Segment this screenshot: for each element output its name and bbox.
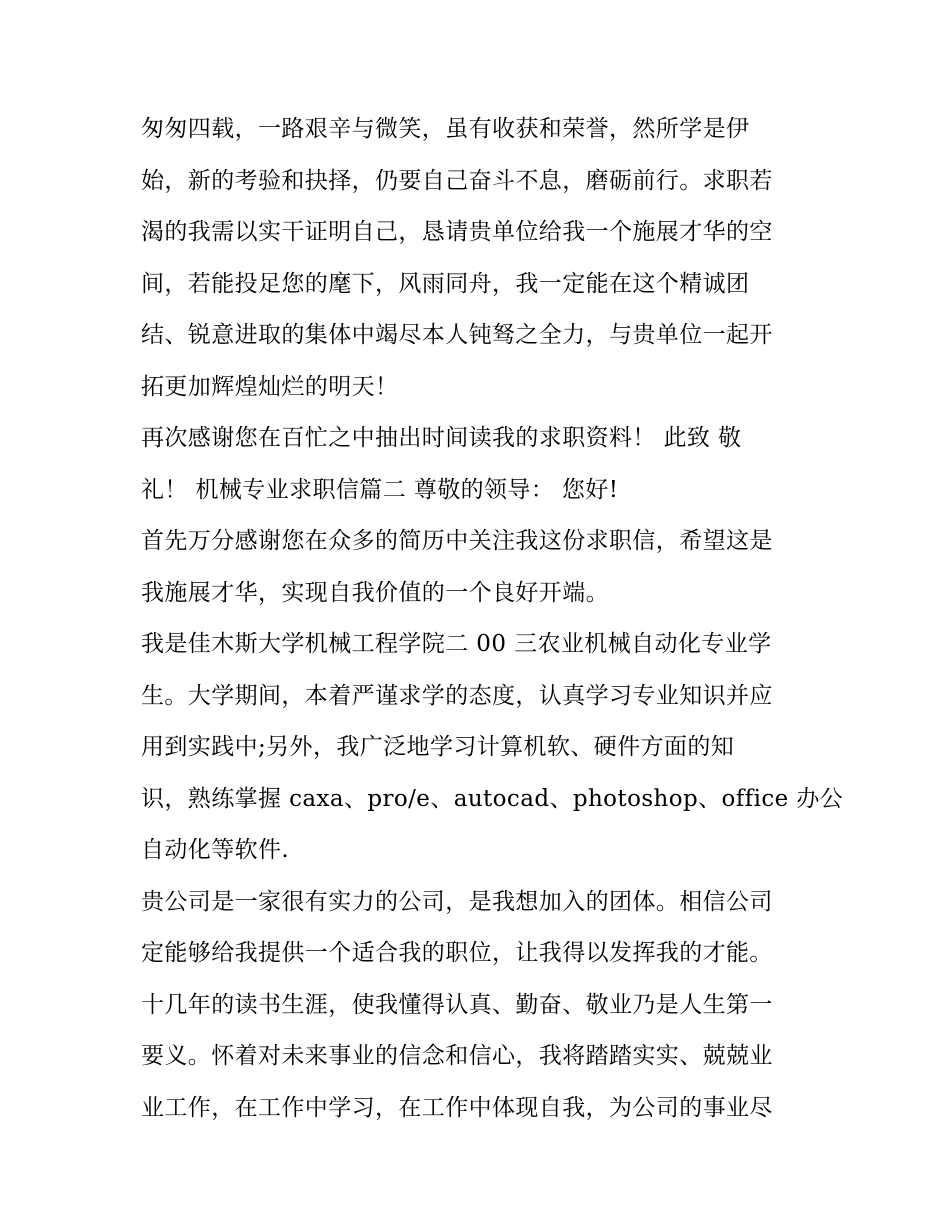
text-line: 用到实践中;另外，我广泛地学习计算机软、硬件方面的知 bbox=[141, 734, 735, 760]
text-line: 间，若能投足您的麾下，风雨同舟，我一定能在这个精诚团 bbox=[141, 270, 750, 297]
text-line: 渴的我需以实干证明自己，恳请贵单位给我一个施展才华的空 bbox=[141, 219, 773, 245]
text-line: 匆匆四载，一路艰辛与微笑，虽有收获和荣誉，然所学是伊 bbox=[141, 116, 750, 142]
text-line: 再次感谢您在百忙之中抽出时间读我的求职资料！ 此致 敬 bbox=[141, 425, 742, 451]
text-line: 始，新的考验和抉择，仍要自己奋斗不息，磨砺前行。求职若 bbox=[141, 167, 773, 194]
text-line: 自动化等软件. bbox=[141, 837, 290, 863]
text-line: 定能够给我提供一个适合我的职位，让我得以发挥我的才能。 bbox=[141, 940, 773, 966]
text-line: 首先万分感谢您在众多的简历中关注我这份求职信，希望这是 bbox=[141, 528, 773, 554]
text-line: 识，熟练掌握 caxa、pro/e、autocad、photoshop、office 办公 bbox=[141, 785, 844, 812]
text-line: 要义。怀着对未来事业的信念和信心，我将踏踏实实、兢兢业 bbox=[141, 1043, 773, 1069]
text-line: 结、锐意进取的集体中竭尽本人钝驽之全力，与贵单位一起开 bbox=[141, 322, 773, 348]
letter-body bbox=[141, 104, 844, 1134]
text-line: 贵公司是一家很有实力的公司，是我想加入的团体。相信公司 bbox=[141, 888, 773, 915]
text-line: 我施展才华，实现自我价值的一个良好开端。 bbox=[141, 579, 609, 606]
text-line: 拓更加辉煌灿烂的明天！ bbox=[141, 373, 399, 400]
text-line: 礼！ 机械专业求职信篇二 尊敬的领导： 您好! bbox=[141, 476, 619, 503]
text-line: 十几年的读书生涯，使我懂得认真、勤奋、敬业乃是人生第一 bbox=[141, 991, 773, 1018]
text-line: 生。大学期间，本着严谨求学的态度，认真学习专业知识并应 bbox=[141, 682, 773, 709]
text-line: 业工作，在工作中学习，在工作中体现自我，为公司的事业尽 bbox=[141, 1094, 773, 1121]
text-line: 我是佳木斯大学机械工程学院二 00 三农业机械自动化专业学 bbox=[141, 631, 772, 657]
